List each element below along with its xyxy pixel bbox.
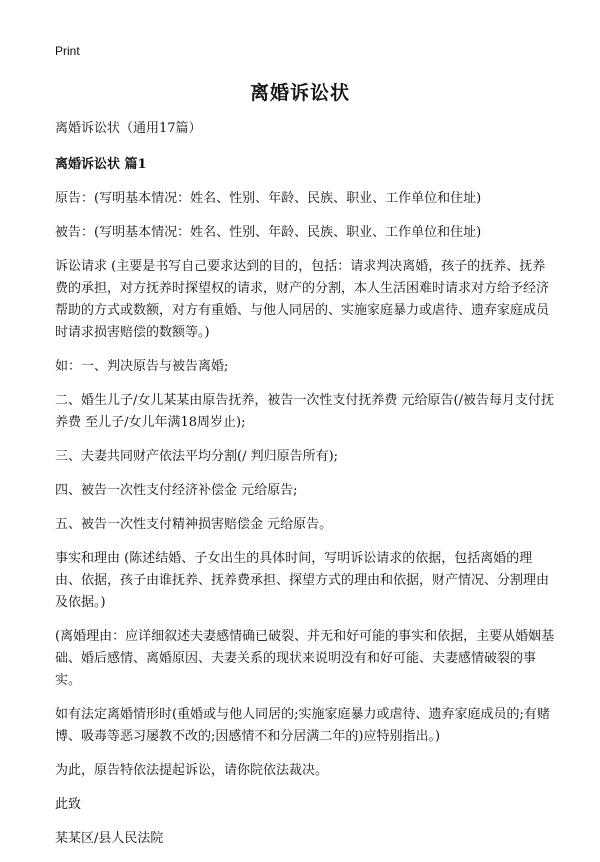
paragraph-plaintiff: 原告：(写明基本情况：姓名、性别、年龄、民族、职业、工作单位和住址) xyxy=(55,191,482,206)
paragraph-claims: 诉讼请求 (主要是书写自己要求达到的目的，包括：请求判决离婚，孩子的抚养、抚养费的承担，对方抚养时探望权的请求，财产的分割，本人生活困难时请求对方给予经济帮助的方式或数额，对方有重婚、与他人同居的、实施家庭暴力或虐待、遗弃家庭成员时请求损害赔偿的数额等。) xyxy=(55,259,550,340)
section-heading: 离婚诉讼状 篇1 xyxy=(55,157,147,172)
paragraph-salutation: 此致 xyxy=(55,797,82,812)
paragraph-claim-5: 五、被告一次性支付精神损害赔偿金 元给原告。 xyxy=(55,517,333,532)
paragraph-facts-reasons: 事实和理由 (陈述结婚、子女出生的具体时间，写明诉讼请求的依据，包括离婚的理由、依据，孩子由谁抚养、抚养费承担、探望方式的理由和依据，财产情况、分割理由及依据。) xyxy=(55,551,550,610)
document-subtitle: 离婚诉讼状（通用17篇） xyxy=(55,121,202,136)
paragraph-legal-circumstances: 如有法定离婚情形时(重婚或与他人同居的;实施家庭暴力或虐待、遗弃家庭成员的;有赌博、吸毒等恶习屡教不改的;因感情不和分居满二年的)应特别指出。) xyxy=(55,707,550,744)
paragraph-conclusion: 为此，原告特依法提起诉讼，请你院依法裁决。 xyxy=(55,763,329,778)
paragraph-defendant: 被告：(写明基本情况：姓名、性别、年龄、民族、职业、工作单位和住址) xyxy=(55,225,482,240)
paragraph-claim-2: 二、婚生儿子/女儿某某由原告抚养，被告一次性支付抚养费 元给原告(/被告每月支付抚养费 至儿子/女儿年满18周岁止); xyxy=(55,393,554,430)
paragraph-divorce-reasons: (离婚理由：应详细叙述夫妻感情确已破裂、并无和好可能的事实和依据，主要从婚姻基础、婚后感情、离婚原因、夫妻关系的现状来说明没有和好可能、夫妻感情破裂的事实。 xyxy=(55,629,555,688)
document-title: 离婚诉讼状 xyxy=(249,82,350,104)
paragraph-claim-4: 四、被告一次性支付经济补偿金 元给原告; xyxy=(55,483,298,498)
paragraph-claim-3: 三、夫妻共同财产依法平均分割(/ 判归原告所有); xyxy=(55,449,339,464)
paragraph-claim-1: 如：一、判决原告与被告离婚; xyxy=(55,359,229,374)
document-body xyxy=(55,118,556,862)
print-link[interactable]: Print xyxy=(55,44,80,58)
paragraph-court: 某某区/县人民法院 xyxy=(55,831,164,846)
